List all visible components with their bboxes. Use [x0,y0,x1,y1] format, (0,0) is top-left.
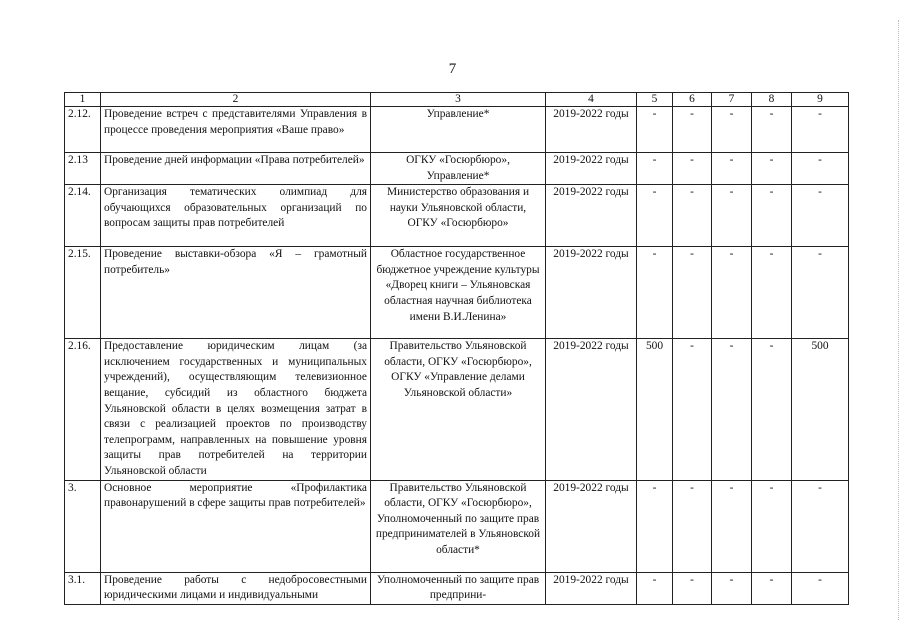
value-cell: - [752,107,792,153]
responsible-party: Областное государственное бюджетное учреждение культуры «Дворец книги – Ульяновская областная научная библиотека имени В.И.Ленина» [371,247,546,339]
period: 2019-2022 годы [546,153,637,185]
measure-description: Организация тематических олимпиад для обучающихся образовательных организаций по вопросам защиты прав потребителей [101,185,371,247]
header-cell: 4 [546,93,637,107]
measure-description: Проведение дней информации «Права потребителей» [101,153,371,185]
period: 2019-2022 годы [546,480,637,572]
value-cell: - [673,185,712,247]
measure-description: Проведение работы с недобросовестными юридическими лицами и индивидуальными [101,572,371,604]
period: 2019-2022 годы [546,572,637,604]
row-number: 2.16. [65,339,101,480]
period: 2019-2022 годы [546,107,637,153]
row-number: 2.15. [65,247,101,339]
row-number: 2.14. [65,185,101,247]
value-cell: - [752,153,792,185]
value-cell: - [712,572,752,604]
value-cell: - [637,480,673,572]
value-cell: - [712,185,752,247]
value-cell: - [637,153,673,185]
value-cell: - [712,107,752,153]
value-cell: - [792,247,849,339]
period: 2019-2022 годы [546,247,637,339]
header-cell: 9 [792,93,849,107]
header-cell: 3 [371,93,546,107]
value-cell: 500 [792,339,849,480]
period: 2019-2022 годы [546,339,637,480]
header-cell: 6 [673,93,712,107]
value-cell: - [673,247,712,339]
value-cell: - [792,107,849,153]
responsible-party: ОГКУ «Госюрбюро», Управление* [371,153,546,185]
value-cell: - [792,480,849,572]
measure-description: Проведение встреч с представителями Управления в процессе проведения мероприятия «Ваше право» [101,107,371,153]
table-header-row [65,93,849,107]
responsible-party: Правительство Ульяновской области, ОГКУ «Госюрбюро», Уполномоченный по защите прав предпринимателей в Ульяновской области* [371,480,546,572]
value-cell: - [712,153,752,185]
value-cell: - [792,153,849,185]
measure-description: Основное мероприятие «Профилактика правонарушений в сфере защиты прав потребителей» [101,480,371,572]
measure-description: Проведение выставки-обзора «Я – грамотный потребитель» [101,247,371,339]
responsible-party: Уполномоченный по защите прав предприни- [371,572,546,604]
value-cell: - [673,572,712,604]
row-number: 2.13 [65,153,101,185]
value-cell: - [637,107,673,153]
header-cell: 5 [637,93,673,107]
table-row [65,153,849,185]
row-number: 2.12. [65,107,101,153]
measure-description: Предоставление юридическим лицам (за исключением государственных и муниципальных учреждений), осуществляющим телевизионное вещание, субсидий из областного бюджета Ульяновской области в целях возмещения затрат в связи с реализацией проектов по производству телепрограмм, направленных на повышение уровня защиты прав потребителей на территории Ульяновской области [101,339,371,480]
value-cell: - [752,572,792,604]
page-number: 7 [448,61,457,77]
header-cell: 8 [752,93,792,107]
value-cell: - [712,480,752,572]
value-cell: - [712,339,752,480]
header-cell: 1 [65,93,101,107]
value-cell: - [752,247,792,339]
header-cell: 7 [712,93,752,107]
value-cell: - [673,480,712,572]
table-row [65,185,849,247]
program-measures-table [64,92,849,605]
value-cell: - [792,185,849,247]
scan-edge-mark [896,20,899,620]
value-cell: - [752,339,792,480]
value-cell: - [792,572,849,604]
responsible-party: Управление* [371,107,546,153]
responsible-party: Министерство образования и науки Ульяновской области, ОГКУ «Госюрбюро» [371,185,546,247]
row-number: 3.1. [65,572,101,604]
table-row [65,107,849,153]
value-cell: - [637,185,673,247]
header-cell: 2 [101,93,371,107]
responsible-party: Правительство Ульяновской области, ОГКУ «Госюрбюро», ОГКУ «Управление делами Ульяновской области» [371,339,546,480]
value-cell: 500 [637,339,673,480]
value-cell: - [673,107,712,153]
table-row [65,480,849,572]
value-cell: - [637,572,673,604]
value-cell: - [637,247,673,339]
value-cell: - [673,153,712,185]
value-cell: - [752,185,792,247]
value-cell: - [673,339,712,480]
table-row [65,247,849,339]
table-row [65,572,849,604]
table-row [65,339,849,480]
row-number: 3. [65,480,101,572]
value-cell: - [752,480,792,572]
value-cell: - [712,247,752,339]
period: 2019-2022 годы [546,185,637,247]
